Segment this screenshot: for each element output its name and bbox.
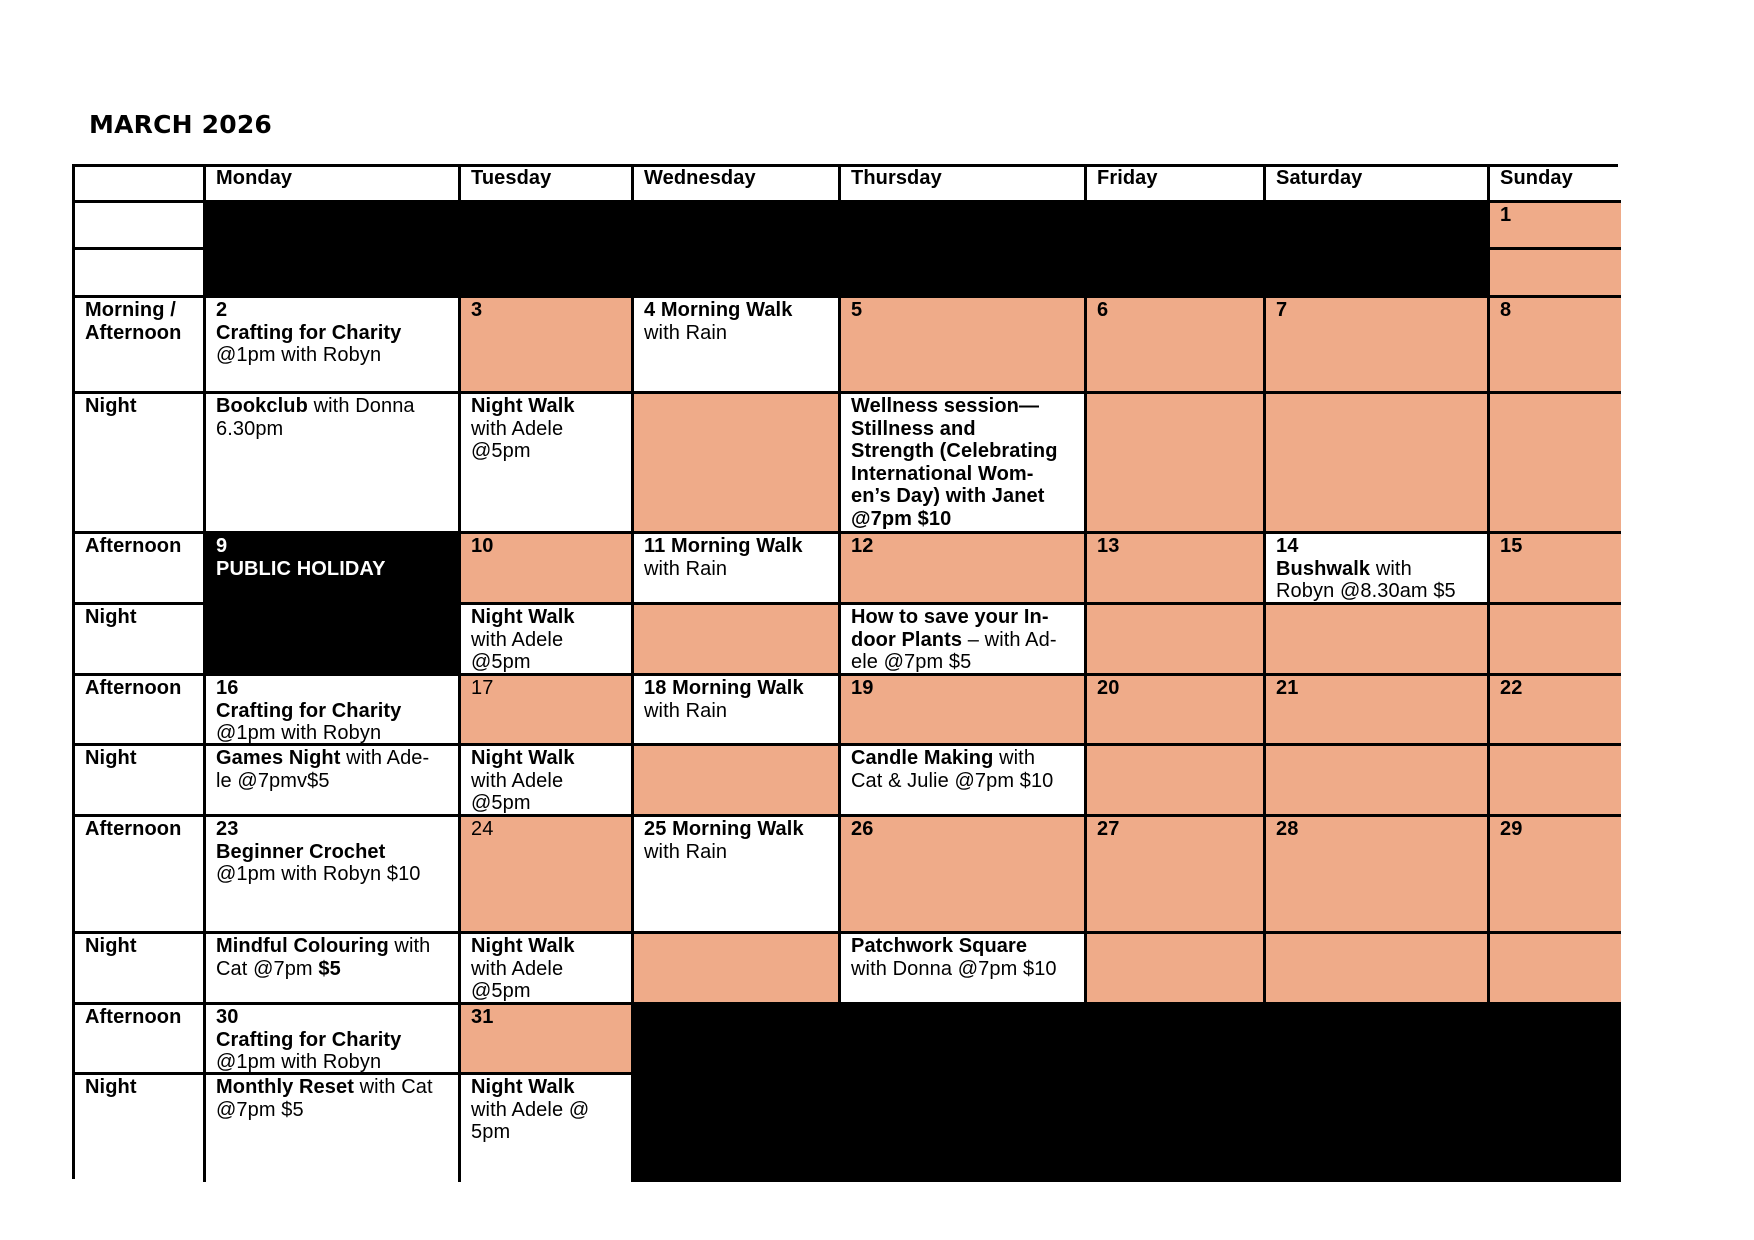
- blocked-area-week1: [206, 203, 1490, 298]
- event-title: Bushwalk: [1276, 557, 1371, 580]
- cell-mar-27: 27: [1087, 817, 1266, 934]
- week1-label-1: [75, 203, 206, 250]
- event-title: Beginner Crochet: [216, 840, 386, 863]
- event-title: Crafting for Charity: [216, 699, 402, 722]
- event-title: 4 Morning Walk: [644, 299, 793, 321]
- cell-mar-10: 10: [461, 534, 634, 605]
- cell-mar-13: 13: [1087, 534, 1266, 605]
- week1-label-2: [75, 250, 206, 298]
- cell-mar-14: 14 Bushwalk with Robyn @8.30am $5: [1266, 534, 1490, 605]
- header-corner: [75, 167, 206, 203]
- cell-mar-18-night: [634, 746, 841, 817]
- cell-mar-16: 16 Crafting for Charity @1pm with Robyn: [206, 676, 461, 746]
- cell-mar-4-night: [634, 394, 841, 534]
- cell-mar-28: 28: [1266, 817, 1490, 934]
- cell-mar-17: 17: [461, 676, 634, 746]
- event-title: Night Walk: [471, 935, 575, 957]
- event-title: Candle Making: [851, 747, 994, 769]
- cell-mar-6: 6: [1087, 298, 1266, 394]
- event-title: Crafting for Charity: [216, 1028, 402, 1051]
- cell-mar-1: 1: [1490, 203, 1621, 250]
- cell-mar-16-night: Games Night with Ade- le @7pmv$5: [206, 746, 461, 817]
- cell-mar-7-night: [1266, 394, 1490, 534]
- cell-mar-25: 25 Morning Walk with Rain: [634, 817, 841, 934]
- event-title: 18 Morning Walk: [644, 677, 804, 699]
- cell-mar-8-night: [1490, 394, 1621, 534]
- event-title: Night Walk: [471, 747, 575, 769]
- row-label-night: Night: [75, 934, 206, 1005]
- row-label-afternoon: Afternoon: [75, 1005, 206, 1075]
- cell-mar-21: 21: [1266, 676, 1490, 746]
- cell-mar-19-night: Candle Making with Cat & Julie @7pm $10: [841, 746, 1087, 817]
- header-thursday: Thursday: [841, 167, 1087, 203]
- cell-mar-23-night: Mindful Colouring with Cat @7pm $5: [206, 934, 461, 1005]
- cell-mar-27-night: [1087, 934, 1266, 1005]
- date-number: 2: [216, 299, 228, 321]
- header-monday: Monday: [206, 167, 461, 203]
- cell-mar-30-night: Monthly Reset with Cat @7pm $5: [206, 1075, 461, 1182]
- row-label-morning-afternoon: Morning / Afternoon: [75, 298, 206, 394]
- cell-mar-12-night: How to save your In- door Plants – with Ad- ele @7pm $5: [841, 605, 1087, 676]
- holiday-label: PUBLIC HOLIDAY: [216, 557, 386, 580]
- event-title: Night Walk: [471, 395, 575, 417]
- header-tuesday: Tuesday: [461, 167, 634, 203]
- cell-mar-9-holiday: [206, 534, 461, 676]
- row-label-night: Night: [75, 1075, 206, 1182]
- cell-mar-17-night: Night Walk with Adele @5pm: [461, 746, 634, 817]
- cell-mar-28-night: [1266, 934, 1490, 1005]
- date-number: 9: [216, 535, 228, 557]
- cell-mar-30: 30 Crafting for Charity @1pm with Robyn: [206, 1005, 461, 1075]
- header-saturday: Saturday: [1266, 167, 1490, 203]
- row-label-afternoon: Afternoon: [75, 817, 206, 934]
- header-wednesday: Wednesday: [634, 167, 841, 203]
- date-number: 30: [216, 1006, 239, 1028]
- cell-mar-18: 18 Morning Walk with Rain: [634, 676, 841, 746]
- cell-mar-26: 26: [841, 817, 1087, 934]
- cell-mar-3-night: Night Walk with Adele @5pm: [461, 394, 634, 534]
- row-label-night: Night: [75, 605, 206, 676]
- cell-mar-29: 29: [1490, 817, 1621, 934]
- cell-mar-6-night: [1087, 394, 1266, 534]
- event-detail: with Rain: [644, 321, 728, 344]
- event-title: Games Night: [216, 747, 341, 769]
- calendar-grid: [72, 164, 1618, 1179]
- cell-mar-2-night: Bookclub with Donna 6.30pm: [206, 394, 461, 534]
- event-title: Patchwork Square: [851, 935, 1028, 957]
- event-title: 11 Morning Walk: [644, 535, 803, 557]
- cell-mar-22-night: [1490, 746, 1621, 817]
- event-title: Night Walk: [471, 1076, 575, 1098]
- row-label-night: Night: [75, 746, 206, 817]
- header-sunday: Sunday: [1490, 167, 1621, 203]
- cell-mar-1-night: [1490, 250, 1621, 298]
- cell-mar-26-night: Patchwork Square with Donna @7pm $10: [841, 934, 1087, 1005]
- event-title: Monthly Reset: [216, 1076, 354, 1098]
- event-detail: @1pm with Robyn: [216, 344, 382, 366]
- cell-mar-11-night: [634, 605, 841, 676]
- date-number: 23: [216, 818, 239, 840]
- cell-mar-4: [634, 298, 841, 394]
- row-label-afternoon: Afternoon: [75, 534, 206, 605]
- cell-mar-15: 15: [1490, 534, 1621, 605]
- event-title: Crafting for Charity: [216, 321, 402, 344]
- event-title: 25 Morning Walk: [644, 818, 804, 840]
- event-title: Night Walk: [471, 606, 575, 628]
- cell-mar-10-night: Night Walk with Adele @5pm: [461, 605, 634, 676]
- cell-mar-8: 8: [1490, 298, 1621, 394]
- cell-mar-5: 5: [841, 298, 1087, 394]
- date-number: 14: [1276, 535, 1299, 557]
- cell-mar-3: 3: [461, 298, 634, 394]
- cell-mar-31: 31: [461, 1005, 634, 1075]
- cell-mar-21-night: [1266, 746, 1490, 817]
- row-label-afternoon: Afternoon: [75, 676, 206, 746]
- cell-mar-20: 20: [1087, 676, 1266, 746]
- cell-mar-20-night: [1087, 746, 1266, 817]
- header-friday: Friday: [1087, 167, 1266, 203]
- cell-mar-25-night: [634, 934, 841, 1005]
- cell-mar-15-night: [1490, 605, 1621, 676]
- page-title: MARCH 2026: [89, 110, 273, 139]
- cell-mar-7: 7: [1266, 298, 1490, 394]
- cell-mar-14-night: [1266, 605, 1490, 676]
- cell-mar-13-night: [1087, 605, 1266, 676]
- event-title: How to save your In-: [851, 606, 1049, 628]
- row-label-night: Night: [75, 394, 206, 534]
- cell-mar-2: [206, 298, 461, 394]
- blocked-area-week6: [634, 1005, 1621, 1182]
- cell-mar-19: 19: [841, 676, 1087, 746]
- cell-mar-29-night: [1490, 934, 1621, 1005]
- cell-mar-31-night: Night Walk with Adele @ 5pm: [461, 1075, 634, 1182]
- cell-mar-22: 22: [1490, 676, 1621, 746]
- cell-mar-12: 12: [841, 534, 1087, 605]
- cell-mar-5-night: Wellness session— Stillness and Strength (Celebrating International Wom- en’s Day) with Janet @7pm $10: [841, 394, 1087, 534]
- event-title: Mindful Colouring: [216, 935, 389, 957]
- date-number: 16: [216, 677, 239, 699]
- event-title: Bookclub: [216, 395, 308, 417]
- cell-mar-24: 24: [461, 817, 634, 934]
- cell-mar-11: 11 Morning Walk with Rain: [634, 534, 841, 605]
- cell-mar-24-night: Night Walk with Adele @5pm: [461, 934, 634, 1005]
- cell-mar-23: 23 Beginner Crochet @1pm with Robyn $10: [206, 817, 461, 934]
